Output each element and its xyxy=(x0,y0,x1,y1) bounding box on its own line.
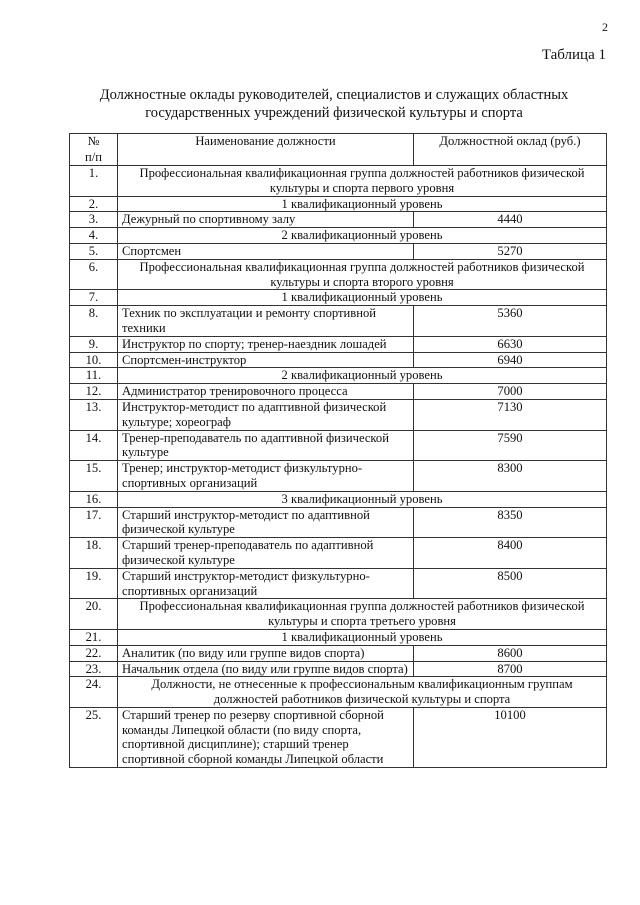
position-name: Старший тренер по резерву спортивной сборной команды Липецкой области (по виду спорта, спортивной дисциплине); старший тренер спортивной сборной команды Липецкой области xyxy=(118,707,414,767)
header-salary: Должностной оклад (руб.) xyxy=(414,134,607,166)
table-group-row xyxy=(70,677,607,708)
salary-value: 7590 xyxy=(414,430,607,461)
group-heading: 3 квалификационный уровень xyxy=(118,491,607,507)
group-heading: 1 квалификационный уровень xyxy=(118,196,607,212)
table-row xyxy=(70,212,607,228)
row-number: 23. xyxy=(70,661,118,677)
row-number: 24. xyxy=(70,677,118,708)
row-number: 4. xyxy=(70,228,118,244)
position-name: Старший тренер-преподаватель по адаптивной физической культуре xyxy=(118,538,414,569)
table-row xyxy=(70,243,607,259)
table-body xyxy=(70,166,607,768)
table-row xyxy=(70,507,607,538)
row-number: 15. xyxy=(70,461,118,492)
position-name: Инструктор по спорту; тренер-наездник лошадей xyxy=(118,336,414,352)
salary-value: 5270 xyxy=(414,243,607,259)
row-number: 6. xyxy=(70,259,118,290)
document-title xyxy=(60,86,608,122)
table-row xyxy=(70,384,607,400)
position-name: Начальник отдела (по виду или группе видов спорта) xyxy=(118,661,414,677)
table-row xyxy=(70,352,607,368)
row-number: 1. xyxy=(70,166,118,197)
table-caption: Таблица 1 xyxy=(541,47,606,63)
salary-value: 6940 xyxy=(414,352,607,368)
salary-value: 8350 xyxy=(414,507,607,538)
position-name: Дежурный по спортивному залу xyxy=(118,212,414,228)
salary-value: 8500 xyxy=(414,568,607,599)
table-row xyxy=(70,661,607,677)
row-number: 22. xyxy=(70,645,118,661)
title-line: государственных учреждений физической культуры и спорта xyxy=(145,105,523,121)
page-number: 2 xyxy=(602,20,608,34)
group-heading: Должности, не отнесенные к профессиональным квалификационным группам должностей работников физической культуры и спорта xyxy=(118,677,607,708)
position-name: Старший инструктор-методист по адаптивной физической культуре xyxy=(118,507,414,538)
salary-value: 5360 xyxy=(414,306,607,337)
row-number: 17. xyxy=(70,507,118,538)
salary-value: 7130 xyxy=(414,399,607,430)
table-row xyxy=(70,461,607,492)
row-number: 21. xyxy=(70,629,118,645)
row-number: 10. xyxy=(70,352,118,368)
position-name: Техник по эксплуатации и ремонту спортивной техники xyxy=(118,306,414,337)
salary-value: 8700 xyxy=(414,661,607,677)
group-heading: 2 квалификационный уровень xyxy=(118,368,607,384)
table-group-row xyxy=(70,491,607,507)
group-heading: Профессиональная квалификационная группа должностей работников физической культуры и спорта первого уровня xyxy=(118,166,607,197)
salary-value: 4440 xyxy=(414,212,607,228)
row-number: 3. xyxy=(70,212,118,228)
table-row xyxy=(70,306,607,337)
table-row xyxy=(70,645,607,661)
position-name: Спортсмен-инструктор xyxy=(118,352,414,368)
header-number xyxy=(70,134,118,166)
table-group-row xyxy=(70,259,607,290)
table-group-row xyxy=(70,599,607,630)
row-number: 20. xyxy=(70,599,118,630)
position-name: Спортсмен xyxy=(118,243,414,259)
salary-value: 6630 xyxy=(414,336,607,352)
group-heading: 1 квалификационный уровень xyxy=(118,290,607,306)
row-number: 13. xyxy=(70,399,118,430)
row-number: 18. xyxy=(70,538,118,569)
header-number-abbrev: п/п xyxy=(85,149,102,164)
table-row xyxy=(70,538,607,569)
row-number: 11. xyxy=(70,368,118,384)
salary-value: 10100 xyxy=(414,707,607,767)
table-group-row xyxy=(70,166,607,197)
position-name: Администратор тренировочного процесса xyxy=(118,384,414,400)
position-name: Старший инструктор-методист физкультурно-спортивных организаций xyxy=(118,568,414,599)
position-name: Тренер-преподаватель по адаптивной физической культуре xyxy=(118,430,414,461)
row-number: 5. xyxy=(70,243,118,259)
position-name: Инструктор-методист по адаптивной физической культуре; хореограф xyxy=(118,399,414,430)
row-number: 2. xyxy=(70,196,118,212)
group-heading: Профессиональная квалификационная группа должностей работников физической культуры и спорта второго уровня xyxy=(118,259,607,290)
position-name: Тренер; инструктор-методист физкультурно-спортивных организаций xyxy=(118,461,414,492)
table-group-row xyxy=(70,196,607,212)
salary-value: 8400 xyxy=(414,538,607,569)
table-row xyxy=(70,707,607,767)
row-number: 25. xyxy=(70,707,118,767)
row-number: 16. xyxy=(70,491,118,507)
group-heading: 1 квалификационный уровень xyxy=(118,629,607,645)
header-position-name: Наименование должности xyxy=(118,134,414,166)
row-number: 12. xyxy=(70,384,118,400)
table-group-row xyxy=(70,629,607,645)
table-row xyxy=(70,336,607,352)
position-name: Аналитик (по виду или группе видов спорта) xyxy=(118,645,414,661)
table-row xyxy=(70,568,607,599)
row-number: 8. xyxy=(70,306,118,337)
row-number: 14. xyxy=(70,430,118,461)
table-group-row xyxy=(70,290,607,306)
table-group-row xyxy=(70,368,607,384)
group-heading: Профессиональная квалификационная группа должностей работников физической культуры и спорта третьего уровня xyxy=(118,599,607,630)
header-number-symbol: № xyxy=(87,134,100,148)
salary-value: 7000 xyxy=(414,384,607,400)
row-number: 19. xyxy=(70,568,118,599)
row-number: 9. xyxy=(70,336,118,352)
table-row xyxy=(70,399,607,430)
group-heading: 2 квалификационный уровень xyxy=(118,228,607,244)
salary-table xyxy=(69,133,607,768)
row-number: 7. xyxy=(70,290,118,306)
table-row xyxy=(70,430,607,461)
table-group-row xyxy=(70,228,607,244)
salary-value: 8300 xyxy=(414,461,607,492)
table-header-row xyxy=(70,134,607,166)
title-line: Должностные оклады руководителей, специалистов и служащих областных xyxy=(99,87,569,103)
salary-value: 8600 xyxy=(414,645,607,661)
